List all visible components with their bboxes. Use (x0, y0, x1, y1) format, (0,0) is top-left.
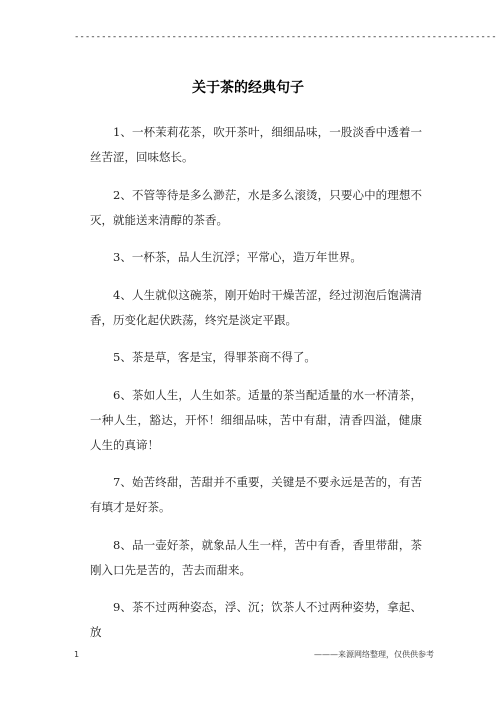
paragraph-6: 6、茶如人生，人生如茶。适量的茶当配适量的水一杯清茶，一种人生，豁达，开怀！细细品味，苦中有甜，清香四溢，健康人生的真谛！ (90, 387, 422, 452)
header-dashed-rule: ------------------------------------------------------------------------------ (74, 32, 497, 42)
paragraph-2: 2、不管等待是多么渺茫，水是多么滚烫，只要心中的理想不灭，就能送来清醇的茶香。 (90, 187, 422, 227)
paragraph-4: 4、人生就似这碗茶，刚开始时干燥苦涩，经过沏泡后饱满清香，历变化起伏跌荡，终究是淡定平跟。 (90, 287, 422, 327)
page-number: 1 (74, 650, 80, 659)
paragraph-5: 5、茶是草，客是宝，得罪茶商不得了。 (113, 350, 316, 364)
paragraph-1: 1、一杯茉莉花茶，吹开茶叶，细细品味，一股淡香中透着一丝苦涩，回味悠长。 (90, 125, 422, 164)
document-title: 关于茶的经典句子 (192, 80, 304, 96)
document-body (90, 120, 422, 658)
page-footer (74, 648, 434, 662)
paragraph-7: 7、始苦终甜，苦甜并不重要，关键是不要永远是苦的，有苦有填才是好茶。 (90, 475, 422, 514)
paragraph-3: 3、一杯茶，品人生沉浮；平常心，造万年世界。 (113, 250, 362, 264)
paragraph-9: 9、茶不过两种姿态，浮、沉；饮茶人不过两种姿势，拿起、放 (90, 600, 422, 639)
paragraph-8: 8、品一壶好茶，就象品人生一样，苦中有香，香里带甜，茶刚入口先是苦的，苦去而甜来。 (90, 537, 422, 577)
footer-source-note: ———来源网络整理，仅供供参考 (314, 650, 434, 659)
